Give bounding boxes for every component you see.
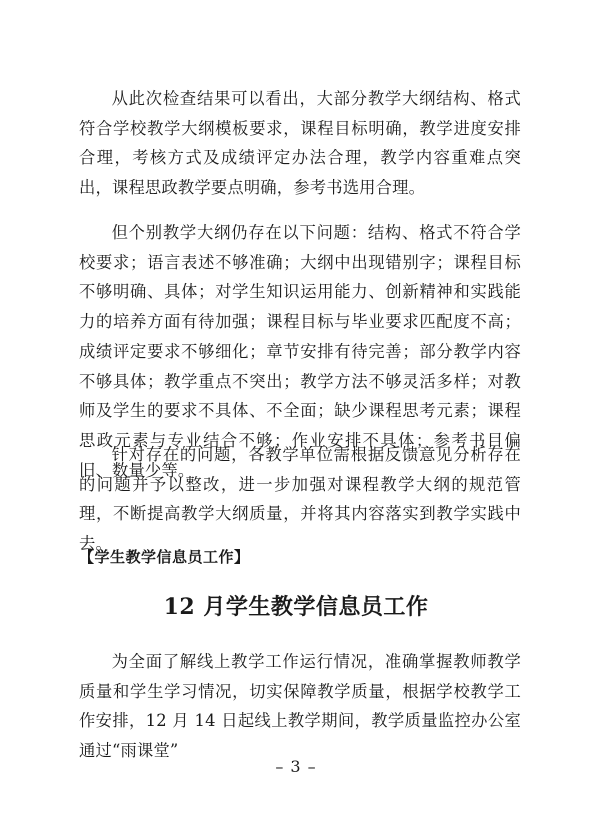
paragraph-student-informants: 为全面了解线上教学工作运行情况，准确掌握教师教学质量和学生学习情况，切实保障教学质量，根据学校教学工作安排，12 月 14 日起线上教学期间，教学质量监控办公室通过“雨课堂” (79, 652, 521, 761)
paragraph-inspection-result: 从此次检查结果可以看出，大部分教学大纲结构、格式符合学校教学大纲模板要求，课程目标明确，教学进度安排合理，考核方式及成绩评定办法合理，教学内容重难点突出，课程思政教学要点明确，参考书选用合理。 (79, 89, 521, 198)
paragraph-existing-problems: 但个别教学大纲仍存在以下问题：结构、格式不符合学校要求；语言表述不够准确；大纲中出现错别字；课程目标不够明确、具体；对学生知识运用能力、创新精神和实践能力的培养方面有待加强；课程目标与毕业要求匹配度不高；成绩评定要求不够细化；章节安排有待完善；部分教学内容不够具体；教学重点不突出；教学方法不够灵活多样；对教师及学生的要求不具体、不全面；缺少课程思考元素；课程思政元素与专业结合不够；作业安排不具体；参考书目偏旧、数量少等。 (79, 223, 521, 480)
section-tag: 【学生教学信息员工作】 (79, 548, 250, 566)
paragraph-rectification: 针对存在的问题，各教学单位需根据反馈意见分析存在的问题并予以整改，进一步加强对课程教学大纲的规范管理，不断提高教学大纲质量，并将其内容落实到教学实践中去。 (79, 445, 521, 554)
section-title: 12 月学生教学信息员工作 (163, 594, 429, 620)
page-number: – 3 – (275, 757, 317, 776)
